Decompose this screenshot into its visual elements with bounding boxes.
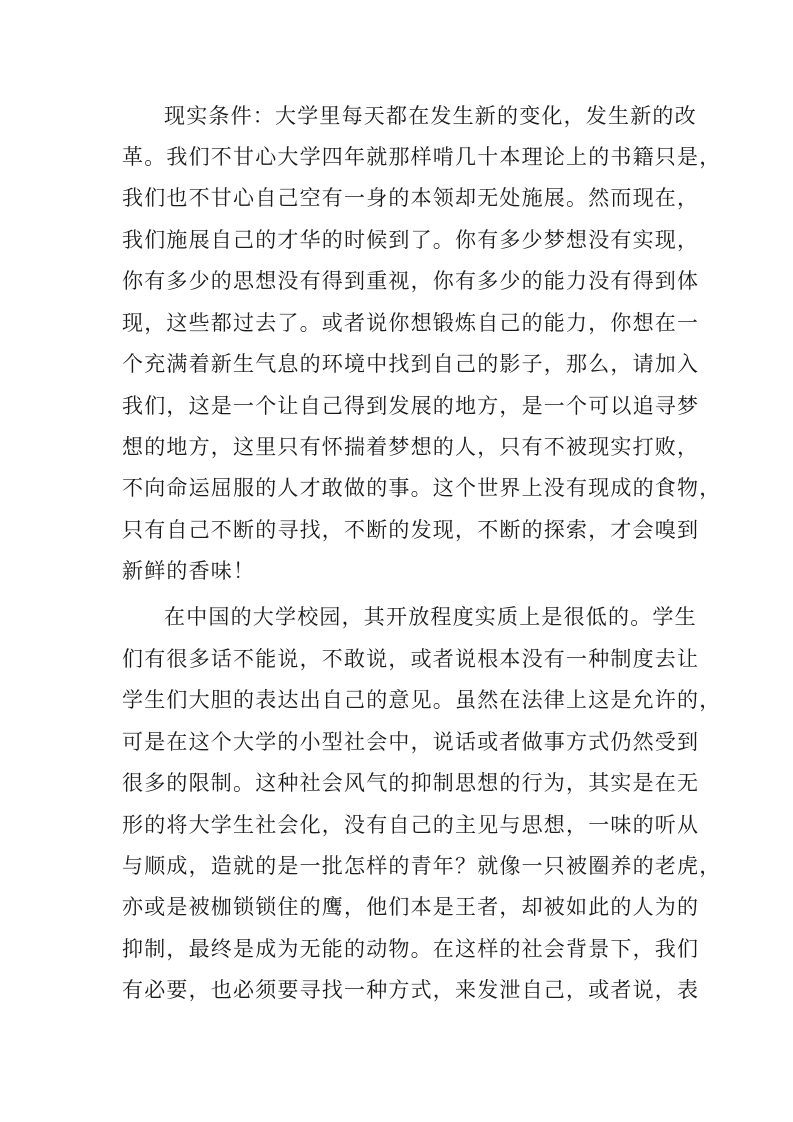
paragraph-2-line-6: 形的将大学生社会化，没有自己的主见与思想，一味的听从	[122, 813, 700, 837]
paragraph-2-line-3: 学生们大胆的表达出自己的意见。虽然在法律上这是允许的，	[122, 688, 722, 712]
paragraph-1-line-11: 只有自己不断的寻找，不断的发现，不断的探索，才会嗅到	[122, 518, 700, 542]
paragraph-1-line-5: 你有多少的思想没有得到重视，你有多少的能力没有得到体	[122, 269, 700, 293]
paragraph-2-line-1: 在中国的大学校园，其开放程度实质上是很低的。学生	[164, 605, 697, 629]
paragraph-1-line-2: 革。我们不甘心大学四年就那样啃几十本理论上的书籍只是，	[122, 145, 722, 169]
paragraph-2-line-8: 亦或是被枷锁锁住的鹰，他们本是王者，却被如此的人为的	[122, 895, 700, 919]
paragraph-1-line-10: 不向命运屈服的人才敢做的事。这个世界上没有现成的食物，	[122, 476, 722, 500]
paragraph-1-line-12: 新鲜的香味！	[122, 559, 256, 583]
paragraph-1-line-3: 我们也不甘心自己空有一身的本领却无处施展。然而现在，	[122, 186, 700, 210]
paragraph-1-line-6: 现，这些都过去了。或者说你想锻炼自己的能力，你想在一	[122, 311, 700, 335]
paragraph-2-line-10: 有必要，也必须要寻找一种方式，来发泄自己，或者说，表	[122, 978, 700, 1002]
paragraph-2-line-9: 抑制，最终是成为无能的动物。在这样的社会背景下，我们	[122, 937, 700, 961]
paragraph-1-line-4: 我们施展自己的才华的时候到了。你有多少梦想没有实现，	[122, 228, 700, 252]
paragraph-2-line-4: 可是在这个大学的小型社会中，说话或者做事方式仍然受到	[122, 730, 700, 754]
paragraph-2-line-5: 很多的限制。这种社会风气的抑制思想的行为，其实是在无	[122, 771, 700, 795]
paragraph-1-line-9: 想的地方，这里只有怀揣着梦想的人，只有不被现实打败，	[122, 435, 700, 459]
paragraph-2-line-7: 与顺成，造就的是一批怎样的青年？就像一只被圈养的老虎，	[122, 854, 722, 878]
paragraph-1-line-7: 个充满着新生气息的环境中找到自己的影子，那么，请加入	[122, 352, 700, 376]
paragraph-1-line-1: 现实条件：大学里每天都在发生新的变化，发生新的改	[164, 104, 697, 128]
paragraph-1-line-8: 我们，这是一个让自己得到发展的地方，是一个可以追寻梦	[122, 394, 700, 418]
paragraph-2-line-2: 们有很多话不能说，不敢说，或者说根本没有一种制度去让	[122, 647, 700, 671]
